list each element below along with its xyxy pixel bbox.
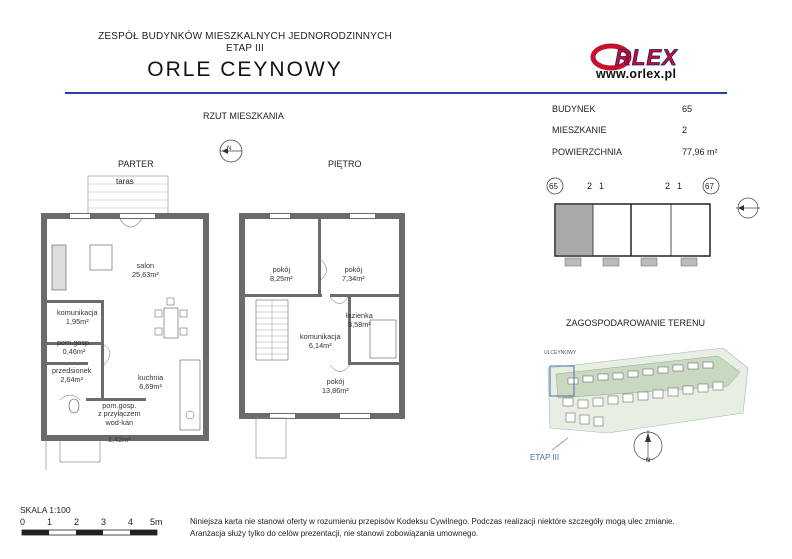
- pietro-label: PIĘTRO: [328, 159, 362, 169]
- site-plan: [530, 338, 758, 468]
- room-area: 3,58m²: [348, 319, 371, 329]
- room-area: 7,34m²: [342, 273, 365, 283]
- info-powierzchnia: [552, 147, 732, 159]
- room-name: przedsionek: [52, 366, 92, 375]
- project-subtitle: [95, 31, 395, 55]
- parter-label: PARTER: [118, 159, 154, 169]
- scale-tick: 3: [101, 517, 107, 527]
- plan-section-title: RZUT MIESZKANIA: [203, 111, 284, 121]
- room-name: łazienka: [346, 311, 373, 320]
- compass-icon: [218, 138, 244, 164]
- unit-label: 1: [677, 181, 683, 191]
- room-kuchnia: [138, 374, 163, 391]
- room-komunikacja-pietro: [300, 333, 341, 350]
- building-number-right: 67: [705, 182, 714, 191]
- sofa: [52, 245, 66, 290]
- project-title: ORLE CEYNOWY: [147, 58, 343, 81]
- info-label: MIESZKANIE: [552, 125, 607, 135]
- svg-text:N: N: [227, 146, 232, 152]
- disclaimer-line2: Aranżacja służy tylko do celów prezentacji, nie stanowi zobowiązania umownego.: [190, 529, 479, 538]
- room-name: pokój: [326, 377, 345, 386]
- room-pokoj-3: [322, 378, 349, 395]
- project-subtitle-line2: ETAP III: [226, 43, 264, 54]
- info-value: 65: [682, 104, 693, 114]
- stairs: [256, 300, 288, 360]
- room-area: 6,14m²: [308, 340, 332, 350]
- building-number-left: 65: [549, 182, 558, 191]
- room-area: 25,63m²: [132, 269, 159, 279]
- scale-bar: [18, 516, 178, 542]
- dining-table: [164, 308, 178, 338]
- room-area: 13,86m²: [322, 385, 349, 395]
- room-area: 8,25m²: [270, 273, 293, 283]
- etap-label: ETAP III: [530, 453, 560, 462]
- unit-label: 2: [587, 181, 593, 191]
- logo-text: RLEX: [615, 45, 678, 70]
- street-label: ULCEYNOWY: [544, 350, 577, 356]
- scale-label: SKALA 1:100: [20, 505, 71, 515]
- room-area: 1,95m²: [65, 316, 89, 326]
- scale-tick: 1: [47, 517, 53, 527]
- info-value: 2: [682, 125, 688, 135]
- room-area: 1,42m²: [107, 434, 131, 444]
- room-name: komunikacja: [300, 332, 341, 341]
- bathtub: [370, 320, 396, 358]
- room-name: salon: [136, 261, 155, 270]
- site-plan-title: ZAGOSPODAROWANIE TERENU: [566, 318, 706, 328]
- logo-url[interactable]: www.orlex.pl: [596, 67, 677, 81]
- toilet: [69, 399, 79, 413]
- room-komunikacja-parter: [57, 309, 98, 326]
- unit-label: 2: [665, 181, 671, 191]
- room-name: pom.gosp.: [57, 338, 92, 347]
- room-area: 0,46m²: [62, 346, 86, 356]
- entry-steps: [60, 438, 100, 462]
- room-salon: [132, 262, 159, 279]
- room-pokoj-1: [270, 266, 293, 283]
- info-value: 77,96 m²: [682, 147, 718, 157]
- disclaimer: [190, 516, 675, 540]
- room-lazienka: [346, 312, 373, 329]
- info-label: BUDYNEK: [552, 104, 596, 114]
- info-mieszkanie: [552, 125, 732, 137]
- building-diagram: [543, 174, 778, 274]
- kitchen-counter: [180, 360, 200, 430]
- scale-tick: 2: [74, 517, 80, 527]
- room-name: kuchnia: [138, 373, 164, 382]
- room-pom-gosp-wodkan: [98, 393, 141, 453]
- room-name: komunikacja: [57, 308, 98, 317]
- room-name: pokój: [272, 265, 291, 274]
- highlighted-unit: [556, 205, 593, 255]
- room-name: pokój: [344, 265, 363, 274]
- scale-tick: 0: [20, 517, 26, 527]
- room-area: 6,69m²: [139, 381, 162, 391]
- room-name: pom.gosp. z przyłączem wod-kan: [98, 400, 141, 427]
- disclaimer-line1: Niniejsza karta nie stanowi oferty w rozumieniu przepisów Kodeksu Cywilnego. Podczas realizacji niektóre szczegóły mogą ulec zmianie.: [190, 517, 675, 526]
- unit-label: 1: [599, 181, 605, 191]
- room-pokoj-2: [342, 266, 365, 283]
- north-label: N: [646, 458, 651, 464]
- room-pom-gosp: [57, 339, 91, 356]
- info-label: POWIERZCHNIA: [552, 147, 623, 157]
- room-przedsionek: [52, 367, 91, 384]
- scale-tick: 4: [128, 517, 134, 527]
- room-area: 2,64m²: [60, 374, 84, 384]
- taras-label: taras: [116, 177, 134, 186]
- scale-tick: 5m: [150, 517, 163, 527]
- info-budynek: [552, 104, 732, 116]
- project-subtitle-line1: ZESPÓŁ BUDYNKÓW MIESZKALNYCH JEDNORODZINNYCH: [98, 31, 392, 42]
